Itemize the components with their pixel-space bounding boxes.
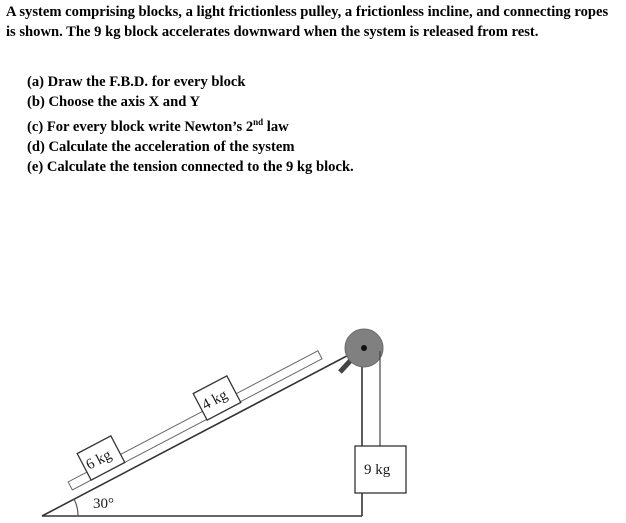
question-c-text: (c) For every block write Newton’s 2: [27, 118, 254, 135]
question-list: [27, 72, 354, 177]
question-c: [27, 112, 354, 137]
incline-triangle: [42, 348, 362, 516]
question-d: (d) Calculate the acceleration of the system: [27, 138, 295, 155]
incline-surface: [42, 348, 362, 516]
block-6kg-label: 6 kg: [83, 447, 115, 474]
angle-arc: [74, 499, 78, 516]
question-b: (b) Choose the axis X and Y: [27, 94, 200, 110]
pulley-axle: [361, 345, 367, 351]
block-9kg-label: 9 kg: [364, 462, 391, 478]
pulley: [340, 329, 383, 372]
angle-label: 30°: [93, 496, 114, 512]
problem-statement: A system comprising blocks, a light frictionless pulley, a frictionless incline, and connecting ropes is shown. The 9 kg block accelerates downward when the system is released from rest.: [6, 4, 609, 40]
question-c-superscript: nd: [253, 117, 264, 127]
block-4kg-label: 4 kg: [199, 387, 231, 414]
block-9kg: [355, 446, 406, 493]
question-e: (e) Calculate the tension connected to the 9 kg block.: [27, 158, 354, 175]
incline-diagram: [0, 300, 626, 523]
question-c-text-end: law: [263, 118, 289, 135]
question-a: (a) Draw the F.B.D. for every block: [27, 74, 246, 90]
